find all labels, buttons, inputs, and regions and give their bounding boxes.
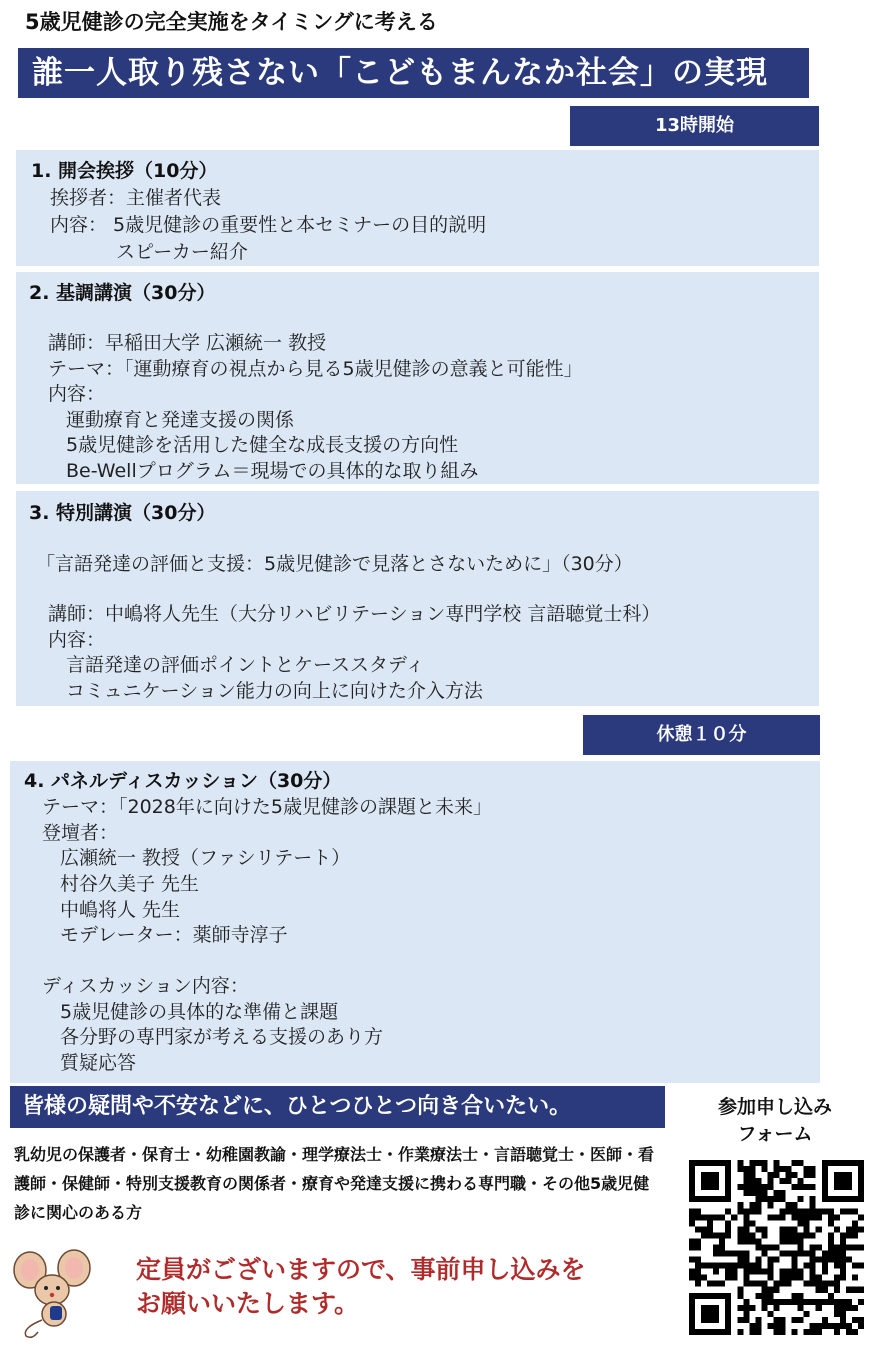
notice-line: お願いいたします。 bbox=[136, 1289, 360, 1318]
section-line: 広瀬統一 教授（ファシリテート） bbox=[60, 847, 351, 869]
section-heading: 3. 特別講演（30分） bbox=[29, 502, 216, 524]
start-time-badge: 13時開始 bbox=[570, 106, 819, 146]
section-line: 登壇者： bbox=[42, 822, 119, 844]
form-label bbox=[690, 1094, 860, 1148]
section-line: 村谷久美子 先生 bbox=[60, 873, 200, 895]
section-line: コミュニケーション能力の向上に向けた介入方法 bbox=[66, 680, 483, 702]
main-title: 誰一人取り残さない「こどもまんなか社会」の実現 bbox=[18, 48, 809, 98]
section-line: 質疑応答 bbox=[60, 1052, 137, 1074]
section-heading: 1. 開会挨拶（10分） bbox=[31, 160, 218, 182]
section-line: 内容： bbox=[48, 383, 106, 405]
section-line: 各分野の専門家が考える支援のあり方 bbox=[60, 1026, 384, 1048]
section-line: 挨拶者：主催者代表 bbox=[50, 187, 222, 209]
section-line: テーマ：「運動療育の視点から見る5歳児健診の意義と可能性」 bbox=[48, 358, 583, 380]
break-badge: 休憩１０分 bbox=[583, 715, 820, 755]
section-line: 5歳児健診を活用した健全な成長支援の方向性 bbox=[66, 434, 459, 456]
section-line: 5歳児健診の具体的な準備と課題 bbox=[60, 1001, 339, 1023]
section-line: 「言語発達の評価と支援：5歳児健診で見落とさないために」（30分） bbox=[36, 553, 633, 575]
registration-notice bbox=[136, 1253, 586, 1321]
section-heading: 4. パネルディスカッション（30分） bbox=[24, 770, 342, 792]
section-line: スピーカー紹介 bbox=[116, 241, 248, 263]
section-line: テーマ：「2028年に向けた5歳児健診の課題と未来」 bbox=[42, 796, 492, 818]
section-line: ディスカッション内容： bbox=[42, 975, 249, 997]
section-line: 言語発達の評価ポイントとケーススタディ bbox=[66, 654, 425, 676]
section-special-lecture bbox=[16, 491, 819, 706]
section-line: 運動療育と発達支援の関係 bbox=[66, 409, 295, 431]
tagline-banner: 皆様の疑問や不安などに、ひとつひとつ向き合いたい。 bbox=[10, 1086, 665, 1128]
notice-line: 定員がございますので、事前申し込みを bbox=[136, 1255, 586, 1284]
qr-code-icon[interactable] bbox=[689, 1160, 864, 1335]
form-label-line: フォーム bbox=[737, 1123, 813, 1145]
section-line: 講師：中嶋将人先生（大分リハビリテーション専門学校 言語聴覚士科） bbox=[48, 603, 661, 625]
section-heading: 2. 基調講演（30分） bbox=[29, 282, 216, 304]
subtitle: 5歳児健診の完全実施をタイミングに考える bbox=[25, 10, 438, 34]
section-line: Be-Wellプログラム＝現場での具体的な取り組み bbox=[66, 460, 479, 482]
section-line: モデレーター：薬師寺淳子 bbox=[60, 924, 288, 946]
mouse-mascot-icon bbox=[12, 1248, 92, 1340]
section-line: 中嶋将人 先生 bbox=[60, 899, 181, 921]
section-panel-discussion bbox=[10, 761, 820, 1083]
target-audience: 乳幼児の保護者・保育士・幼稚園教諭・理学療法士・作業療法士・言語聴覚士・医師・看護師・保健師・特別支援教育の関係者・療育や発達支援に携わる専門職・その他5歳児健診に関心のある方 bbox=[14, 1145, 655, 1222]
section-line: 講師：早稲田大学 広瀬統一 教授 bbox=[48, 332, 327, 354]
section-line: 内容： bbox=[48, 629, 106, 651]
section-line: 内容： 5歳児健診の重要性と本セミナーの目的説明 bbox=[50, 214, 487, 236]
section-opening bbox=[16, 150, 819, 266]
form-label-line: 参加申し込み bbox=[717, 1096, 832, 1118]
section-keynote bbox=[16, 272, 819, 484]
